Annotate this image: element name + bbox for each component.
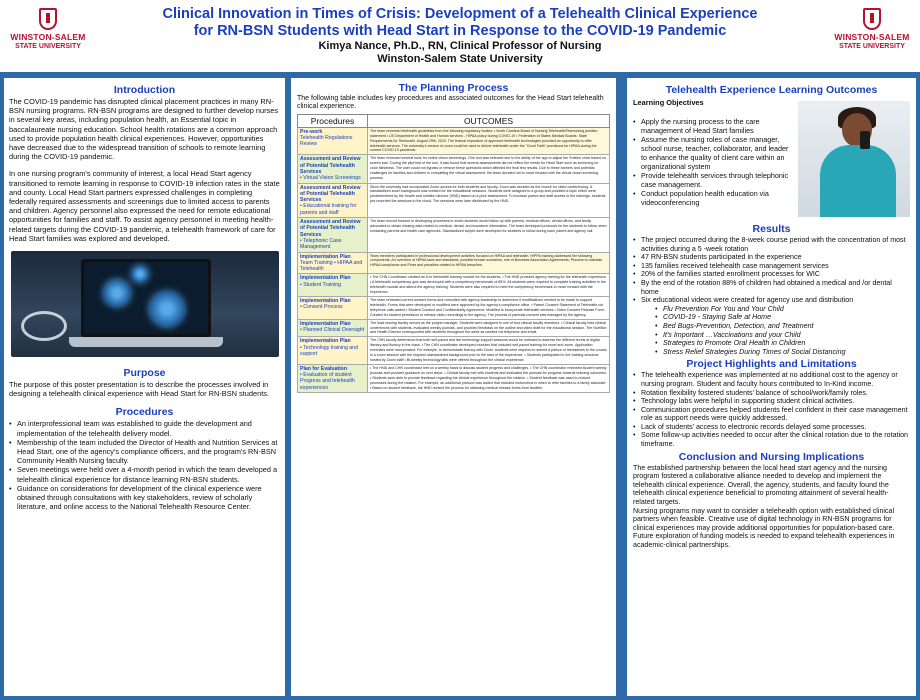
virus-icon [104,280,130,306]
poster-header [0,0,920,72]
procedure-cell [298,218,368,251]
procedure-cell [298,297,368,319]
purpose-title: Purpose [123,367,166,380]
list-item: • Rotation flexibility fostered students' balance of school/work/family roles. [633,389,910,398]
procedure-title: Plan for Evaluation [300,365,347,372]
video-title: • Bed Bugs-Prevention, Detection, and Treatment [655,322,910,331]
outcome-cell: The team reviewed several tools for online vision screenings. One tool was selected due to the ability of the app to adjust the Snellen chart based on screen size. During the pilot test of the tool, it was found that several assessments did not reflect the needs for Head Start such as screening for color blindness. The user could not bypass or remove these questions which affected the final test results. Due to these barriers and potential challenges for families and children in completing the virtual assessment, the team decided not to move forward with the virtual vision screening process. [370,156,606,180]
procedure-detail: Team Training • HIPAA and Telehealth [300,259,363,273]
wssu-logo-right [830,8,914,62]
introduction-paragraph-2: In one nursing program's community of interest, a local Head Start agency transitioned to remote learning in response to COVID-19 infection rates in the state and county. Local Head Start partners expressed challenges in completing federally required assessments and screenings due to limited access to parents and children. Agency personnel also expressed the need for remote educational opportunities for families and staff. To assist agency personnel in meeting health-related targets during the COVID-19 pandemic, a telehealth framework of care for Head Start families was explored and developed. [9,169,280,243]
videos-intro: Six educational videos were created for agency use and distribution [641,296,854,305]
procedure-title: Pre-work [300,128,323,135]
procedure-detail: • Virtual Vision Screenings [300,175,361,182]
left-column [4,78,285,696]
introduction-title: Introduction [113,84,176,96]
procedure-cell [298,155,368,182]
list-item: • Assume the nursing roles of case manager, school nurse, teacher, collaborator, and leader to enhance the quality of client care within an organizational system [633,135,910,171]
list-item: • The telehealth experience was implemented at no additional cost to the agency or nursing program. Student and faculty hours contributed to In-Kind income. [633,371,910,388]
video-title: • Flu Prevention For You and Your Child [655,305,910,314]
list-item: • 20% of the families started enrollment processes for WIC [633,270,910,279]
poster-title-line2: for RN-BSN Students with Head Start in Response to the COVID-19 Pandemic [193,23,727,39]
procedure-cell [298,184,368,217]
planning-table-header [297,114,610,128]
conclusion-title: Conclusion and Nursing Implications [678,450,865,463]
university-crest-icon [863,8,881,30]
procedure-cell [298,365,368,392]
procedures-list [9,419,280,511]
procedure-title: Assessment and Review of Potential Telehealth Services [300,184,361,204]
table-row [297,337,610,365]
learning-objectives-list [633,117,910,207]
list-item: • Provide telehealth services through telephonic case management. [633,171,910,189]
procedure-detail: • Consent Process [300,304,343,311]
list-item: • Apply the nursing process to the care management of Head Start families [633,117,910,135]
virus-icon [150,292,184,326]
list-item: • Technology labs were helpful in supporting student clinical activities. [633,397,910,406]
outcome-cell: Team members participated in professional development activities focused on HIPAA and telehealth. HIPPA training addressed the following components: An overview of HIPAA laws and standards; possible breach scenarios; role of Business Association Agreements; Process to maintain HIPAA compliance and Fines and penalties related to HIPAA breaches. [368,253,609,274]
table-row [297,297,610,320]
purpose-text: The purpose of this poster presentation is to describe the processes involved in designing a telehealth clinical experience with Head Start for RN-BSN students. [9,380,270,399]
procedure-title: Assessment and Review of Potential Telehealth Services [300,219,361,238]
right-column [627,78,916,696]
logo-subname: STATE UNIVERSITY [839,43,905,50]
laptop-screen [81,259,211,337]
list-item: • Some follow-up activities needed to occur after the clinical rotation due to the rotation timeframe. [633,431,910,448]
introduction-body [9,97,280,243]
highlights-list [633,371,910,448]
outcome-cell: • The CHN Coordinator created an 8-hr telehealth training module for the students. • The HND provided agency training for the telehealth experience. • A telehealth competency quiz was developed with a competency benchmark of 85%. All students were required to complete training activities in the telehealth module and attend the agency training. Students were also required to meet the competency benchmark to move forward with the experience. [370,275,607,295]
stethoscope-shape [21,311,67,341]
results-list [633,236,910,356]
outcome-cell: • The HND and CHN coordinator met on a weekly basis to discuss student progress and challenges. • The CHN coordinator reviewed student weekly journals and provided guidance on next steps. • Clinical faculty met with students and evaluated the journals for progress towards learning outcomes. • Students were able to provide feedback regarding the clinical experience throughout the rotation. • Student feedback was used to revised processes during the rotation. For example, an additional protocol was added that included instructions in when to refer families to a family advocate. • Based on student feedback, the HND revised the process for obtaining medical release forms from families. [370,365,607,390]
procedure-detail: • Student Training [300,281,342,288]
video-title: • It's Important …Vaccinations and your Child [655,331,910,340]
outcome-cell: Since the university had incorporated Zoom access for both students and faculty, Zoom was decided as the choice for video conferencing. A standardized zoom background was created for the educational sessions. Students were assigned to a group and provided a topic which were predetermined by the health and nutrition director (HND) based on a prior assessment. To increase parent and staff access to the trainings, students pre-recorded the sessions to the cloud. The sessions were later distributed by the HND. [370,184,606,204]
list-item [633,296,910,356]
list-item: • 47 RN-BSN students participated in the experience [633,253,910,262]
learning-outcomes-title: Telehealth Experience Learning Outcomes [665,84,878,96]
procedure-title: Implementation Plan [300,275,351,282]
procedure-detail: • Technology training and support [300,344,358,357]
procedure-detail: • Evaluation of student Progress and telehealth experiences [300,372,355,391]
procedure-cell [298,320,368,337]
list-item: • An interprofessional team was established to guide the development and implementation of the telehealth delivery model. [9,419,280,437]
logo-subname: STATE UNIVERSITY [15,43,81,50]
procedure-title: Implementation Plan [300,298,351,305]
procedure-cell [298,337,368,364]
procedure-cell [298,253,368,274]
laptop-virus-image [11,251,279,357]
list-item: • By the end of the rotation 88% of children had obtained a medical and /or dental home [633,279,910,296]
list-item: • Seven meetings were held over a 4-month period in which the team developed a telehealth clinical experience for distance learning RN-BSN students. [9,465,280,483]
table-row [297,320,610,338]
list-item: • Conduct population health education via videoconferencing [633,189,910,207]
virus-icon [132,266,148,282]
list-item: • 135 families received telehealth case management services [633,262,910,271]
learning-objectives-heading: Learning Objectives [633,98,704,107]
list-item: • Membership of the team included the Director of Health and Nutrition Services at Head Start, one of the agency's compliance officers, and the program's RN-BSN Community Health Nursing faculty. [9,438,280,466]
laptop-base [69,337,223,347]
list-item: • Guidance on considerations for development of the clinical experience were obtained through consultations with key stakeholders, review of scholarly literature, and online access to the National Telehealth Resource Center. [9,484,280,512]
video-title: • COVID-19 - Staying Safe at Home [655,313,910,322]
outcome-cell: The lead nursing faculty served as the project manager. Students were assigned to one of four clinical faculty members. • Clinical faculty held clinical conferences with students, evaluated weekly journals, and provided feedback on the outline and video draft for the educational session. The Nutrition and Health Director corresponded with students throughout the week as needed via telephone and email. [370,320,607,335]
procedures-title: Procedures [115,406,174,419]
outcome-cell: The team moved forward in developing processes in which students would follow up with parents, medical offices, dental offices, and family advocates to obtain missing data related to medical, dental, and insurance information. The team developed protocols for the students to follow when contacting parents and health care agencies. Standardized scripts were developed for students to follow during each parent and agency call. [370,219,607,233]
procedure-title: Implementation Plan [300,338,351,345]
procedure-title: Implementation Plan [300,253,351,260]
procedure-detail: • Educational training for parents and staff [300,203,357,216]
planning-table-body [297,128,610,393]
table-row [297,218,610,252]
procedure-title: Implementation Plan [300,320,351,327]
logo-name: WINSTON-SALEM [10,32,86,42]
list-item: • The project occurred during the 8-week course period with the concentration of most activities during a 5 -week rotation [633,236,910,253]
highlights-title: Project Highlights and Limitations [686,358,857,371]
table-row [297,155,610,183]
list-item: • Lack of students' access to electronic records delayed some processes. [633,423,910,432]
column-header-outcomes: OUTCOMES [463,115,514,126]
institution: Winston-Salem State University [377,53,543,65]
purpose-body [9,380,280,398]
poster-title-line1: Clinical Innovation in Times of Crisis: Development of a Telehealth Clinical Experience [162,6,758,22]
planning-title: The Planning Process [398,82,509,94]
university-crest-icon [39,8,57,30]
outcome-cell: The team reviewed telehealth guidelines from the following regulatory bodies: • North Carolina Board of Nursing Telehealth/Telenursing position statement • US Department of Health and Human services - HIPAA policy during COVID-19 • Federation of States Medical Boards: State Requirements for Telehealth. August 29th, 2020. The federal expansion of approved telehealth technologies provided an opportunity to offer telehealth services. The university's version of zoom could be used to deliver telehealth under the "Good Faith" provisions for HIPAA during the current COVID-19 pandemic. [368,128,609,155]
outcome-cell: The team reviewed current consent forms and consulted with agency leadership to determine if modifications needed to be made to support telehealth. Forms that were developed or modified were approved by the agency's compliance office. • Parent Consent Statement of Telehealth via telephone calls added • Student Conduct and Confidentiality Agreement- Modified to incorporate telehealth services • Video Consent Release Form-Created for student permission to release video recordings to the agency. The process of parental consent was managed by the agency. [370,298,605,317]
introduction-paragraph-1: The COVID-19 pandemic has disrupted clinical placement practices in many RN-BSN nursing programs. RN-BSN programs are designed to further develop nurses in several key areas, including population health, an Essential topic in baccalaureate nursing education. School health rotations are a common approach used to provide population health clinical experiences. However, opportunities have decreased due to the widespread transition of schools to remote learning during the COVID-19 pandemic. [9,97,279,162]
procedure-detail: • Telephonic Case Management [300,237,342,251]
list-item: • Communication procedures helped students feel confident in their case management role as support needs were quickly addressed. [633,406,910,423]
procedure-title: Assessment and Review of Potential Telehealth Services [300,156,361,175]
middle-column [291,78,616,696]
wssu-logo-left [6,8,90,62]
table-row [297,253,610,275]
procedure-detail: • Planned Clinical Oversight [300,326,365,333]
planning-intro: The following table includes key procedures and associated outcomes for the Head Start telehealth clinical experience. [297,95,604,111]
author: Kimya Nance, Ph.D., RN, Clinical Professor of Nursing [318,40,602,52]
results-title: Results [752,223,791,235]
conclusion-paragraph-2: Nursing programs may want to consider a telehealth option with established clinical partners when feasible. Creative use of digital technology in RN-BSN programs for clinical experiences may provide additional opportunities for population-based care. Future exploration of funding models is needed to expand telehealth experiences in academic-clinical partnerships. [633,506,895,549]
table-row [297,128,610,156]
conclusion-body [633,464,910,550]
procedure-detail: Telehealth Regulations Review [300,135,353,148]
procedure-cell [298,274,368,296]
column-header-procedures: Procedures [298,115,368,127]
video-title: • Strategies to Promote Oral Health in Children [655,339,910,348]
video-list [641,305,910,357]
table-row [297,365,610,393]
logo-name: WINSTON-SALEM [834,32,910,42]
video-title: • Stress Relief Strategies During Times of Social Distancing [655,348,910,357]
table-row [297,274,610,297]
outcome-cell: The CHN faculty determined that both self-paced and live technology support sessions would be included to address the different levels of digital literacy and fluency in the class. • The CHN coordinator developed modules that included self-paced training for excel and zoom. Application exercises were incorporated. For example, to demonstrate fluency with Zoom, students were required to submit a picture of themselves to the course in a zoom session with the required standardized background prior to the start of the experience. • Students participated in live training sessions hosted by Zoom staff • Bi-weekly technology labs were offered throughout the clinical experience. [370,338,607,362]
table-row [297,184,610,218]
conclusion-paragraph-1: The established partnership between the local head start agency and the nursing program fostered a collaborative alliance needed to develop and implement the telehealth clinical experience. Overall, the agency, students, and faculty found the telehealth clinical experience beneficial to promoting attainment of several health-related targets. [633,463,889,507]
title-block [100,6,820,66]
procedure-cell [298,128,368,155]
